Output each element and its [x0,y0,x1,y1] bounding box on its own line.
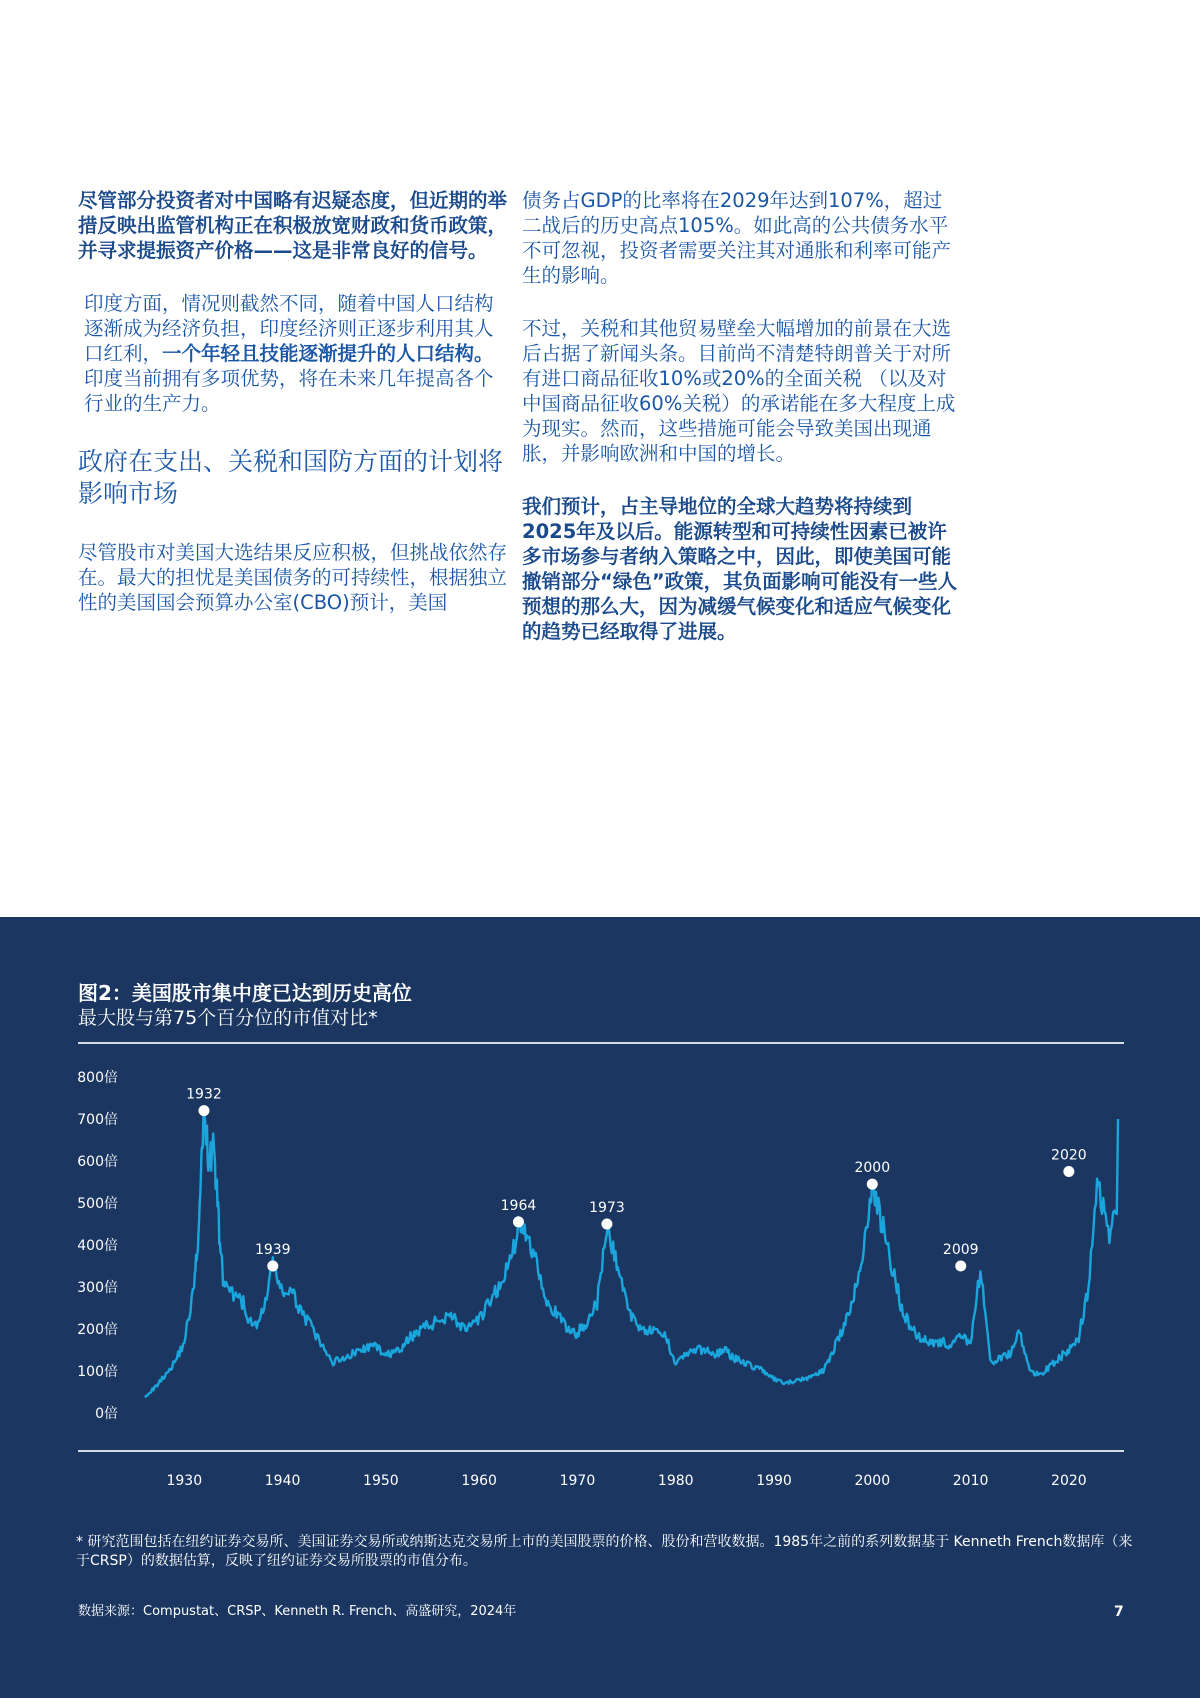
outlook-bold-paragraph: 我们预计，占主导地位的全球大趋势将持续到2025年及以后。能源转型和可持续性因素已被许多市场参与者纳入策略之中，因此，即使美国可能撤销部分“绿色”政策，其负面影响可能没有一些人预想的那么大，因为减缓气候变化和适应气候变化的趋势已经取得了进展。 [522,495,958,643]
debt-paragraph: 债务占GDP的比率将在2029年达到107%，超过二战后的历史高点105%。如此高的公共债务水平不可忽视，投资者需要关注其对通胀和利率可能产生的影响。 [522,189,952,287]
peak-label: 2020 [1051,1147,1087,1164]
peak-label: 1939 [254,1242,291,1258]
peak-marker [1063,1166,1074,1177]
x-tick-label: 1990 [756,1473,792,1489]
y-tick-label: 100倍 [77,1364,118,1380]
peak-marker [955,1261,966,1272]
x-tick-label: 2000 [854,1473,891,1489]
left-column [78,188,508,615]
concentration-line-chart [0,1060,1200,1500]
x-tick-label: 2020 [1051,1473,1087,1489]
x-tick-label: 2010 [952,1473,989,1489]
peak-marker [867,1179,878,1190]
india-paragraph-bold: 一个年轻且技能逐渐提升的人口结构。 [162,342,494,365]
peak-label: 1932 [186,1086,222,1103]
figure-title: 图2：美国股市集中度已达到历史高位 [78,981,412,1005]
y-tick-label: 700倍 [77,1112,118,1128]
y-tick-label: 400倍 [77,1238,118,1254]
x-tick-label: 1950 [363,1473,399,1489]
peak-marker [267,1261,278,1272]
x-tick-label: 1940 [264,1473,301,1489]
y-tick-label: 300倍 [77,1280,118,1296]
y-tick-label: 0倍 [95,1406,118,1422]
x-tick-label: 1930 [166,1473,203,1489]
india-paragraph [78,291,508,416]
data-source: 数据来源：Compustat、CRSP、Kenneth R. French、高盛研究，2024年 [78,1604,517,1619]
peak-label: 1964 [500,1197,537,1214]
page-number: 7 [1114,1604,1124,1620]
peak-label: 1973 [589,1200,625,1216]
peak-marker [198,1105,209,1116]
india-paragraph-part-2: 印度当前拥有多项优势，将在未来几年提高各个行业的生产力。 [84,367,494,415]
x-tick-label: 1980 [657,1473,694,1489]
y-tick-label: 600倍 [77,1154,118,1170]
y-tick-label: 500倍 [77,1196,118,1212]
y-tick-label: 200倍 [77,1322,118,1338]
india-paragraph-part-1: 印度方面，情况则截然不同，随着中国人口结构逐渐成为经济负担，印度经济则正逐步利用其人口红利， [84,292,494,365]
y-tick-label: 800倍 [77,1070,118,1086]
section-heading: 政府在支出、关税和国防方面的计划将影响市场 [78,447,504,508]
tariff-paragraph: 不过，关税和其他贸易壁垒大幅增加的前景在大选后占据了新闻头条。目前尚不清楚特朗普关于对所有进口商品征收10%或20%的全面关税 （以及对中国商品征收60%关税）的承诺能在多大程度上成为现实。然而，这些措施可能会导致美国出现通胀，并影响欧洲和中国的增长。 [522,317,956,465]
right-column [522,188,958,644]
peak-marker [601,1219,612,1230]
peak-label: 2009 [942,1242,979,1258]
x-tick-label: 1960 [461,1473,497,1489]
figure-footnote: * 研究范围包括在纽约证券交易所、美国证券交易所或纳斯达克交易所上市的美国股票的价格、股份和营收数据。1985年之前的系列数据基于 Kenneth French数据库（来于CRSP）的数据估算，反映了纽约证券交易所股票的市值分布。 [76,1534,1133,1569]
peak-label: 2000 [854,1160,891,1177]
peak-marker [513,1216,524,1227]
x-tick-label: 1970 [559,1473,596,1489]
us-debt-paragraph: 尽管股市对美国大选结果反应积极，但挑战依然存在。最大的担忧是美国债务的可持续性，根据独立性的美国国会预算办公室(CBO)预计，美国 [78,541,508,614]
figure-top-rule [78,1042,1124,1044]
intro-bold-paragraph: 尽管部分投资者对中国略有迟疑态度，但近期的举措反映出监管机构正在积极放宽财政和货币政策，并寻求提振资产价格——这是非常良好的信号。 [78,189,508,262]
figure-subtitle: 最大股与第75个百分位的市值对比* [78,1007,378,1029]
